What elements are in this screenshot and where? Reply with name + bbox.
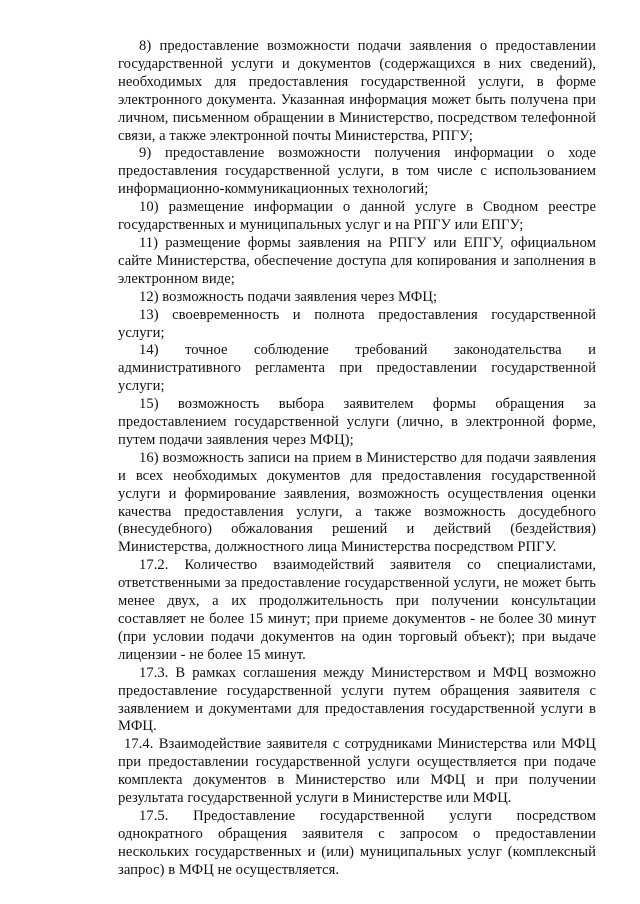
paragraph-item-12: 12) возможность подачи заявления через МФЦ; (139, 288, 438, 305)
paragraph-17-5: 17.5. Предоставление государственной услуги посредством однократного обращения заявителя с запросом о предоставлении нескольких государственных и (или) муниципальных услуг (комплексный запрос) в МФЦ не осуществляется. (118, 807, 596, 878)
paragraph-item-14: 14) точное соблюдение требований законодательства и административного регламента при предоставлении государственной услуги; (118, 342, 596, 395)
paragraph-17-4: 17.4. Взаимодействие заявителя с сотрудниками Министерства или МФЦ при предоставлении государственной услуги осуществляется при подаче комплекта документов в Министерство или МФЦ и при получении результата государственной услуги в Министерстве или МФЦ. (118, 736, 596, 807)
paragraph-item-16: 16) возможность записи на прием в Министерство для подачи заявления и всех необходимых документов для предоставления государственной услуги и формирование заявления, возможность осуществления оценки качества предоставления услуги, а также возможность досудебного (внесудебного) обжалования решений и действий (бездействия) Министерства, должностного лица Министерства посредством РПГУ. (118, 449, 596, 556)
paragraph-item-13: 13) своевременность и полнота предоставления государственной услуги; (118, 306, 596, 341)
paragraph-item-11: 11) размещение формы заявления на РПГУ или ЕПГУ, официальном сайте Министерства, обеспечение доступа для копирования и заполнения в электронном виде; (118, 234, 596, 287)
document-body (118, 38, 596, 880)
paragraph-item-9: 9) предоставление возможности получения информации о ходе предоставления государственной услуги, в том числе с использованием информационно-коммуникационных технологий; (118, 145, 596, 198)
paragraph-item-15: 15) возможность выбора заявителем формы обращения за предоставлением государственной услуги (лично, в электронной форме, путем подачи заявления через МФЦ); (118, 396, 596, 448)
paragraph-17-2: 17.2. Количество взаимодействий заявителя со специалистами, ответственными за предоставление государственной услуги, не может быть менее двух, а их продолжительность при получении консультации составляет не более 15 минут; при приеме документов - не более 30 минут (при условии подачи документов на один торговый объект); при выдаче лицензии - не более 15 минут. (118, 557, 596, 663)
paragraph-item-10: 10) размещение информации о данной услуге в Сводном реестре государственных и муниципальных услуг и на РПГУ или ЕПГУ; (118, 199, 596, 234)
paragraph-item-8: 8) предоставление возможности подачи заявления о предоставлении государственной услуги и документов (содержащихся в них сведений), необходимых для предоставления государственной услуги, в форме электронного документа. Указанная информация может быть получена при личном, письменном обращении в Министерство, посредством телефонной связи, а также электронной почты Министерства, РПГУ; (118, 38, 596, 144)
paragraph-17-3: 17.3. В рамках соглашения между Министерством и МФЦ возможно предоставление государственной услуги путем обращения заявителя с заявлением и документами для предоставления государственной услуги в МФЦ. (118, 664, 596, 735)
